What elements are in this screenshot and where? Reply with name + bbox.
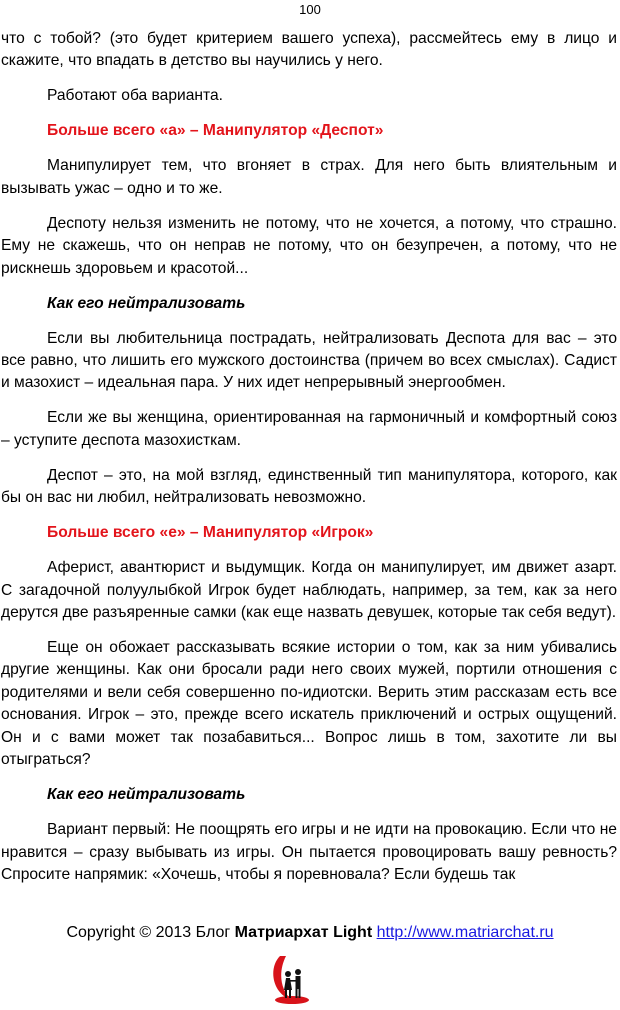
blog-url-link[interactable]: http://www.matriarchat.ru	[376, 924, 554, 941]
section-heading-player: Больше всего «е» – Манипулятор «Игрок»	[47, 524, 374, 542]
paragraph: Аферист, авантюрист и выдумщик. Когда он манипулирует, им движет азарт. С загадочной полуулыбкой Игрок будет наблюдать, например, за тем, как за него дерутся две разъяренные самки (как еще назвать девушек, которые так себя ведут).	[1, 559, 617, 622]
paragraph: Работают оба варианта.	[47, 87, 223, 105]
footer-copyright	[0, 924, 620, 942]
subheading-neutralize: Как его нейтрализовать	[47, 294, 246, 312]
paragraph: Деспот – это, на мой взгляд, единственный тип манипулятора, которого, как бы он вас ни любил, нейтрализовать невозможно.	[1, 466, 617, 507]
paragraph: Если же вы женщина, ориентированная на гармоничный и комфортный союз – уступите деспота мазохисткам.	[1, 409, 617, 449]
paragraph: что с тобой? (это будет критерием вашего успеха), рассмейтесь ему в лицо и скажите, что впадать в детство вы научились у него.	[1, 30, 617, 70]
matriarchat-logo-icon	[270, 950, 312, 1005]
page-number: 100	[299, 2, 321, 17]
section-heading-despot: Больше всего «а» – Манипулятор «Деспот»	[47, 122, 384, 140]
copyright-text: Copyright © 2013 Блог	[66, 924, 235, 941]
paragraph: Деспоту нельзя изменить не потому, что не хочется, а потому, что страшно. Ему не скажешь, что он неправ не потому, что он безупречен, а потому, что не рискнешь здоровьем и красотой...	[1, 214, 617, 277]
subheading-neutralize: Как его нейтрализовать	[47, 786, 246, 804]
paragraph: Вариант первый: Не поощрять его игры и не идти на провокацию. Если что не нравится – сразу выбывать из игры. Он пытается провоцировать вашу ревность? Спросите напрямик: «Хочешь, чтобы я поревновала? Если будешь так	[1, 821, 617, 883]
paragraph: Если вы любительница пострадать, нейтрализовать Деспота для вас – это все равно, что лишить его мужского достоинства (причем во всех смыслах). Садист и мазохист – идеальная пара. У них идет непрерывный энергообмен.	[1, 329, 617, 392]
paragraph: Манипулирует тем, что вгоняет в страх. Для него быть влиятельным и вызывать ужас – одно и то же.	[1, 157, 617, 197]
document-body	[0, 28, 620, 899]
paragraph: Еще он обожает рассказывать всякие истории о том, как за ним убивались другие женщины. Как они бросали ради него своих мужей, портили отношения с родителями и вели себя совершенно по-идиотски. Верить этим рассказам есть все основания. Игрок – это, прежде всего искатель приключений и острых ощущений. Он и с вами может так позабавиться... Вопрос лишь в том, захотите ли вы отыграться?	[1, 639, 617, 769]
blog-brand-name: Матриархат Light	[234, 924, 373, 941]
